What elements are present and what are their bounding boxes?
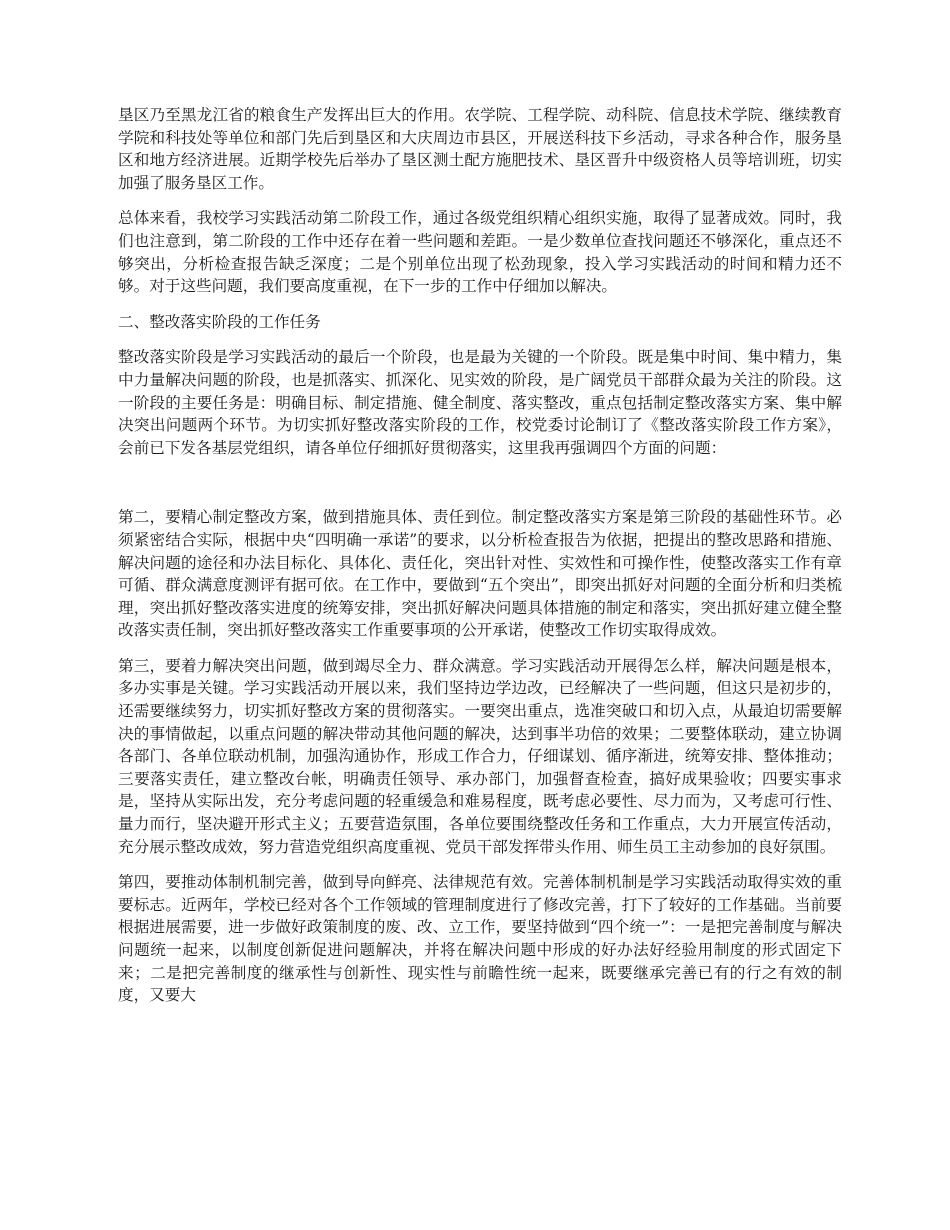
paragraph-second-point: 第二，要精心制定整改方案，做到措施具体、责任到位。制定整改落实方案是第三阶段的基础性环节。必须紧密结合实际，根据中央“四明确一承诺”的要求，以分析检查报告为依据，把提出的整改思路和措施、解决问题的途径和办法目标化、具体化、责任化，突出针对性、实效性和可操作性，使整改落实工作有章可循、群众满意度测评有据可依。在工作中，要做到“五个突出”，即突出抓好对问题的全面分析和归类梳理，突出抓好整改落实进度的统筹安排，突出抓好解决问题具体措施的制定和落实，突出抓好建立健全整改落实责任制，突出抓好整改落实工作重要事项的公开承诺，使整改工作切实取得成效。 — [118, 508, 842, 640]
blank-gap — [118, 472, 842, 506]
paragraph-rectification-intro: 整改落实阶段是学习实践活动的最后一个阶段，也是最为关键的一个阶段。既是集中时间、集中精力，集中力量解决问题的阶段，也是抓落实、抓深化、见实效的阶段，是广阔党员干部群众最为关注的阶段。这一阶段的主要任务是：明确目标、制定措施、健全制度、落实整改，重点包括制定整改落实方案、集中解决突出问题两个环节。为切实抓好整改落实阶段的工作，校党委讨论制订了《整改落实阶段工作方案》，会前已下发各基层党组织，请各单位仔细抓好贯彻落实，这里我再强调四个方面的问题： — [118, 348, 842, 457]
document-page — [118, 104, 842, 1020]
paragraph-overall-assessment: 总体来看，我校学习实践活动第二阶段工作，通过各级党组织精心组织实施，取得了显著成效。同时，我们也注意到，第二阶段的工作中还存在着一些问题和差距。一是少数单位查找问题还不够深化，重点还不够突出，分析检查报告缺乏深度；二是个别单位出现了松劲现象，投入学习实践活动的时间和精力还不够。对于这些问题，我们要高度重视，在下一步的工作中仔细加以解决。 — [118, 209, 842, 296]
paragraph-service-reclamation: 垦区乃至黑龙江省的粮食生产发挥出巨大的作用。农学院、工程学院、动科院、信息技术学院、继续教育学院和科技处等单位和部门先后到垦区和大庆周边市县区，开展送科技下乡活动，寻求各种合作，服务垦区和地方经济进展。近期学校先后举办了垦区测土配方施肥技术、垦区晋升中级资格人员等培训班，切实加强了服务垦区工作。 — [118, 106, 842, 192]
paragraph-fourth-point: 第四，要推动体制机制完善，做到导向鲜亮、法律规范有效。完善体制机制是学习实践活动取得实效的重要标志。近两年，学校已经对各个工作领域的管理制度进行了修改完善，打下了较好的工作基础。当前要根据进展需要，进一步做好政策制度的废、改、立工作，要坚持做到“四个统一”：一是把完善制度与解决问题统一起来，以制度创新促进问题解决，并将在解决问题中形成的好办法好经验用制度的形式固定下来；二是把完善制度的继承性与创新性、现实性与前瞻性统一起来，既要继承完善已有的行之有效的制度，又要大 — [118, 873, 842, 1005]
section-heading: 二、整改落实阶段的工作任务 — [118, 312, 321, 331]
paragraph-third-point: 第三，要着力解决突出问题，做到竭尽全力、群众满意。学习实践活动开展得怎么样，解决问题是根本，多办实事是关键。学习实践活动开展以来，我们坚持边学边改，已经解决了一些问题，但这只是初步的，还需要继续努力，切实抓好整改方案的贯彻落实。一要突出重点，选准突破口和切入点，从最迫切需要解决的事情做起，以重点问题的解决带动其他问题的解决，达到事半功倍的效果；二要整体联动，建立协调各部门、各单位联动机制，加强沟通协作，形成工作合力，仔细谋划、循序渐进，统筹安排、整体推动；三要落实责任，建立整改台帐，明确责任领导、承办部门，加强督查检查，搞好成果验收；四要实事求是，坚持从实际出发，充分考虑问题的轻重缓急和难易程度，既考虑必要性、尽力而为，又考虑可行性、量力而行，坚决避开形式主义；五要营造氛围，各单位要围绕整改任务和工作重点，大力开展宣传活动，充分展示整改成效，努力营造党组织高度重视、党员干部发挥带头作用、师生员工主动参加的良好氛围。 — [118, 656, 842, 856]
